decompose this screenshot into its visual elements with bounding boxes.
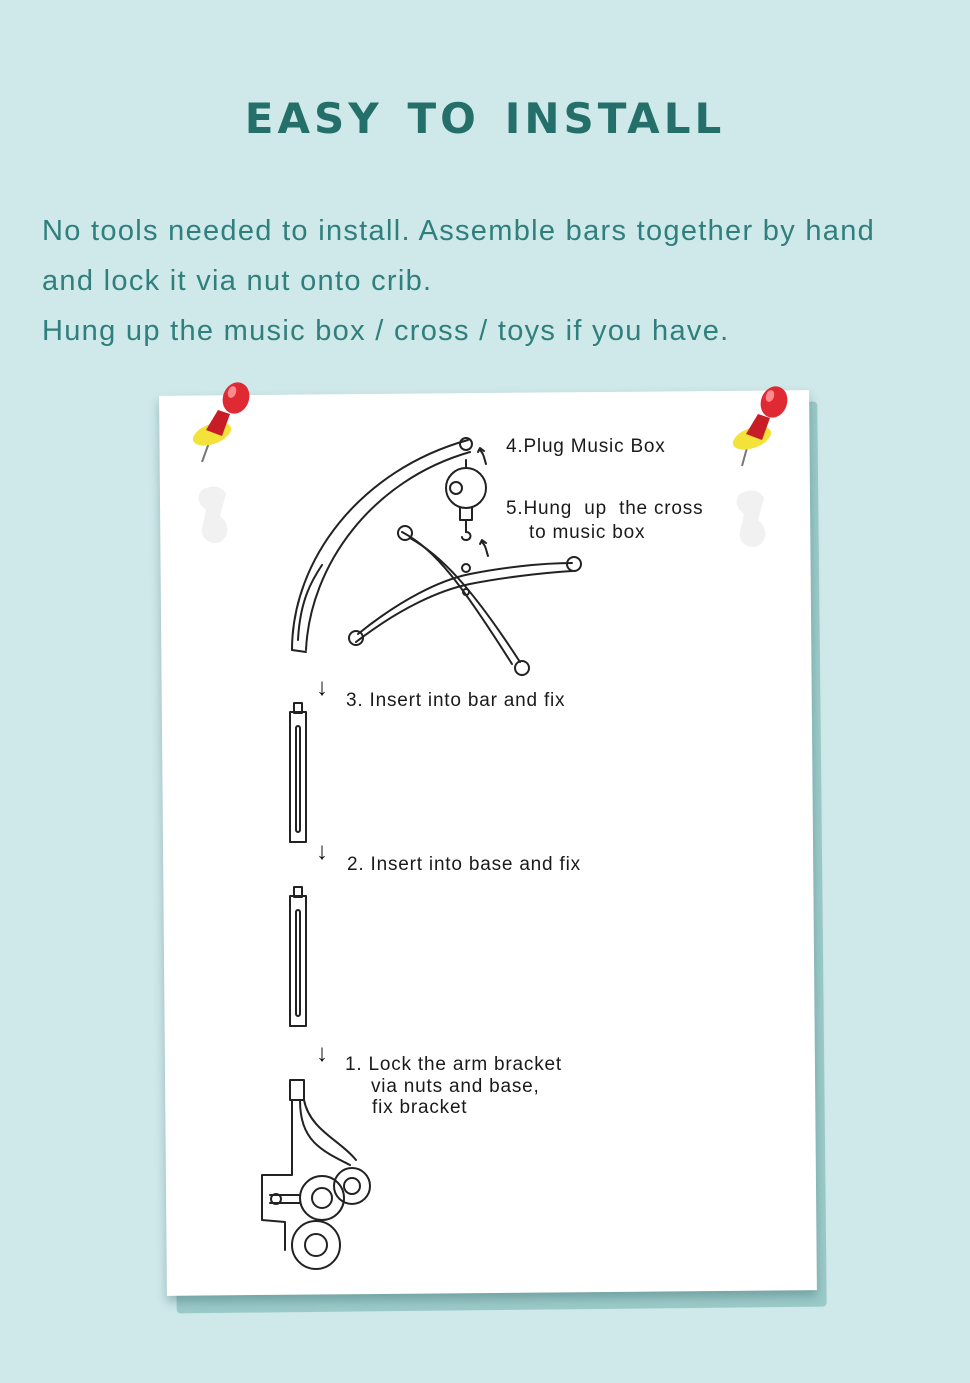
extension-bar-icon-1 [290, 703, 306, 842]
cross-hanger-icon [349, 526, 581, 675]
mobile-arm-icon [292, 438, 472, 652]
step-5-label-line-1: 5.Hung up the cross [506, 498, 704, 519]
step-2-label: 2. Insert into base and fix [347, 854, 581, 875]
page-title: easy to install [244, 78, 726, 148]
push-pin-icon-right [726, 384, 796, 564]
step-4-label: 4.Plug Music Box [506, 436, 666, 457]
music-box-icon [446, 460, 486, 540]
crib-bracket-icon [262, 1080, 370, 1269]
intro-line-2: and lock it via nut onto crib. [42, 265, 433, 297]
step-1-label-line-1: 1. Lock the arm bracket [345, 1054, 562, 1075]
step-5-label-line-2: to music box [529, 522, 646, 543]
push-pin-icon-left [188, 380, 258, 560]
down-arrow-icon-3: ↓ [316, 674, 328, 701]
extension-bar-icon-2 [290, 887, 306, 1026]
step-1-label-line-2: via nuts and base, [371, 1076, 540, 1097]
down-arrow-icon-2: ↓ [316, 838, 328, 865]
intro-line-3: Hung up the music box / cross / toys if you have. [42, 315, 730, 347]
down-arrow-icon-1: ↓ [316, 1040, 328, 1067]
intro-line-1: No tools needed to install. Assemble bars together by hand [42, 215, 876, 247]
step-1-label-line-3: fix bracket [372, 1097, 468, 1118]
step-3-label: 3. Insert into bar and fix [346, 690, 566, 711]
